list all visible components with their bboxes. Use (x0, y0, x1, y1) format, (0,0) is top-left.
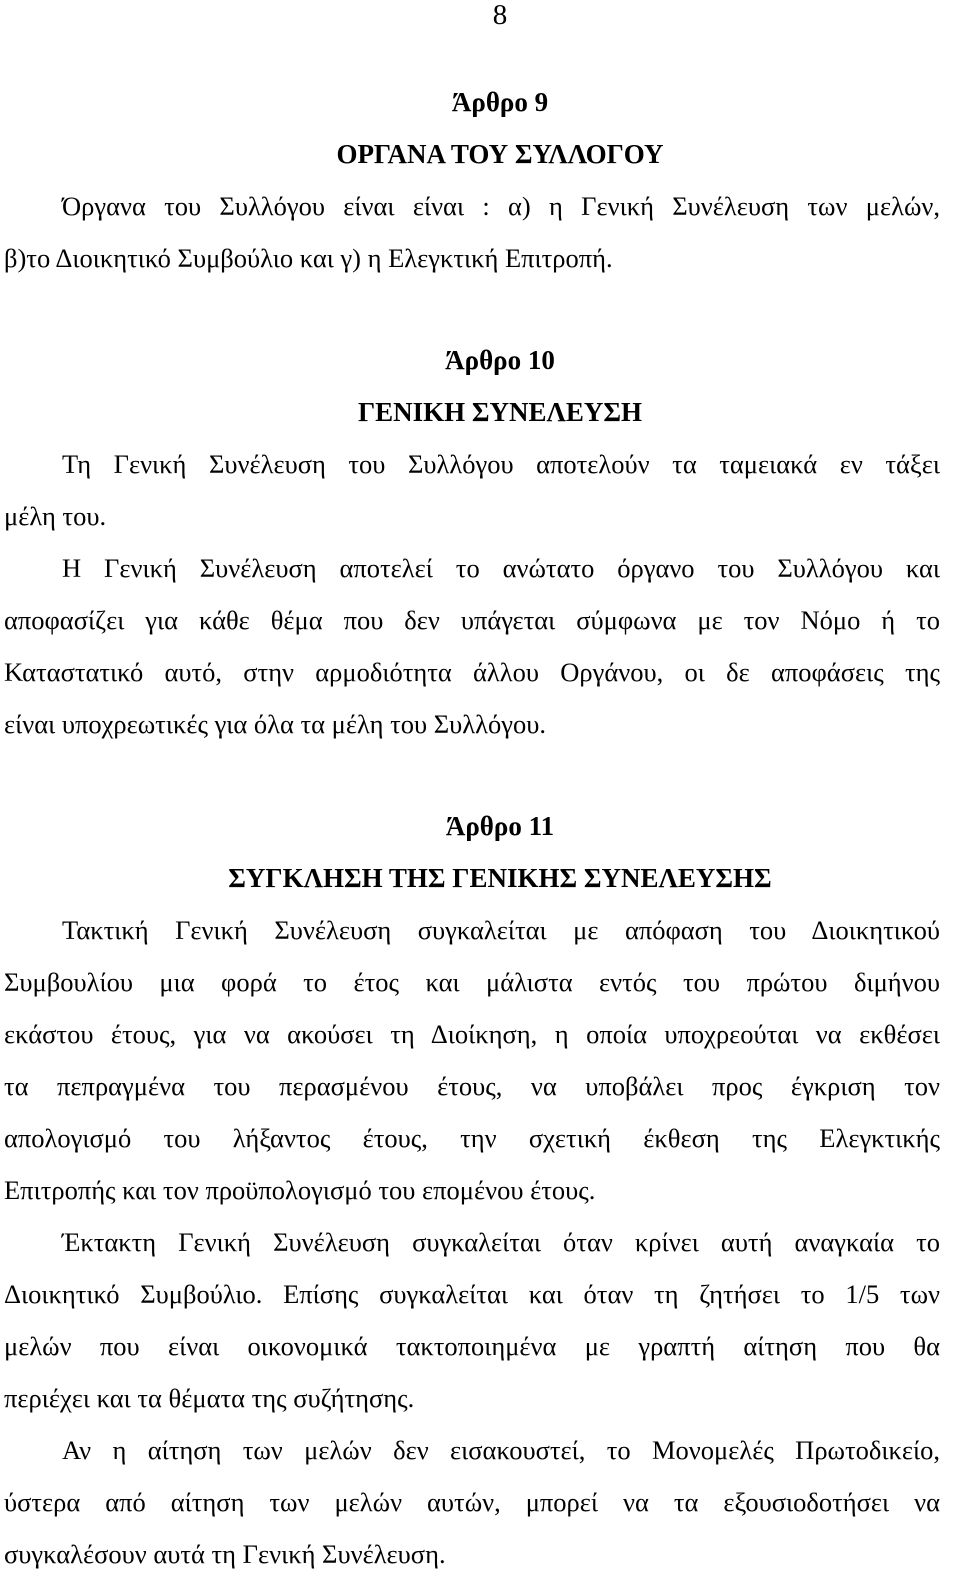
article-9-title: ΟΡΓΑΝΑ ΤΟΥ ΣΥΛΛΟΓΟΥ (336, 139, 664, 169)
article-10-title: ΓΕΝΙΚΗ ΣΥΝΕΛΕΥΣΗ (357, 397, 643, 427)
article-11-line-1: Τακτική Γενική Συνέλευση συγκαλείται με απόφαση του Διοικητικού (62, 915, 940, 945)
article-11-line-6: Επιτροπής και τον προϋπολογισμό του επομένου έτους. (4, 1175, 596, 1205)
article-11-line-4: τα πεπραγμένα του περασμένου έτους, να υποβάλει προς έγκριση τον (4, 1071, 940, 1101)
article-11-line-7: Έκτακτη Γενική Συνέλευση συγκαλείται όταν κρίνει αυτή αναγκαία το (62, 1227, 940, 1257)
article-11-line-13: συγκαλέσουν αυτά τη Γενική Συνέλευση. (4, 1539, 446, 1569)
article-11-line-8: Διοικητικό Συμβούλιο. Επίσης συγκαλείται και όταν τη ζητήσει το 1/5 των (4, 1279, 940, 1309)
page-number: 8 (492, 0, 508, 31)
article-10-line-6: είναι υποχρεωτικές για όλα τα μέλη του Συλλόγου. (4, 709, 546, 739)
article-11-line-2: Συμβουλίου μια φορά το έτος και μάλιστα εντός του πρώτου διμήνου (4, 967, 940, 997)
article-10-line-1: Τη Γενική Συνέλευση του Συλλόγου αποτελούν τα ταμειακά εν τάξει (62, 449, 940, 479)
article-10-line-4: αποφασίζει για κάθε θέμα που δεν υπάγεται σύμφωνα με τον Νόμο ή το (4, 605, 940, 635)
article-10-number: Άρθρο 10 (445, 345, 555, 375)
article-9-number: Άρθρο 9 (451, 87, 549, 117)
article-10-line-2: μέλη του. (4, 501, 107, 531)
article-9-line-1: Όργανα του Συλλόγου είναι είναι : α) η Γενική Συνέλευση των μελών, (62, 191, 940, 221)
article-11-line-5: απολογισμό του λήξαντος έτους, την σχετική έκθεση της Ελεγκτικής (4, 1123, 940, 1153)
article-11-line-9: μελών που είναι οικονομικά τακτοποιημένα με γραπτή αίτηση που θα (4, 1331, 940, 1361)
article-10-line-5: Καταστατικό αυτό, στην αρμοδιότητα άλλου Οργάνου, οι δε αποφάσεις της (4, 657, 940, 687)
article-9-line-2: β)το Διοικητικό Συμβούλιο και γ) η Ελεγκτική Επιτροπή. (4, 243, 613, 273)
article-11-line-10: περιέχει και τα θέματα της συζήτησης. (4, 1383, 415, 1413)
article-11-title: ΣΥΓΚΛΗΣΗ ΤΗΣ ΓΕΝΙΚΗΣ ΣΥΝΕΛΕΥΣΗΣ (228, 863, 772, 893)
article-11-number: Άρθρο 11 (445, 811, 555, 841)
article-10-line-3: Η Γενική Συνέλευση αποτελεί το ανώτατο όργανο του Συλλόγου και (62, 553, 940, 583)
article-11-line-11: Αν η αίτηση των μελών δεν εισακουστεί, το Μονομελές Πρωτοδικείο, (62, 1435, 940, 1465)
article-11-line-12: ύστερα από αίτηση των μελών αυτών, μπορεί να τα εξουσιοδοτήσει να (4, 1487, 940, 1517)
article-11-line-3: εκάστου έτους, για να ακούσει τη Διοίκηση, η οποία υποχρεούται να εκθέσει (4, 1019, 940, 1049)
